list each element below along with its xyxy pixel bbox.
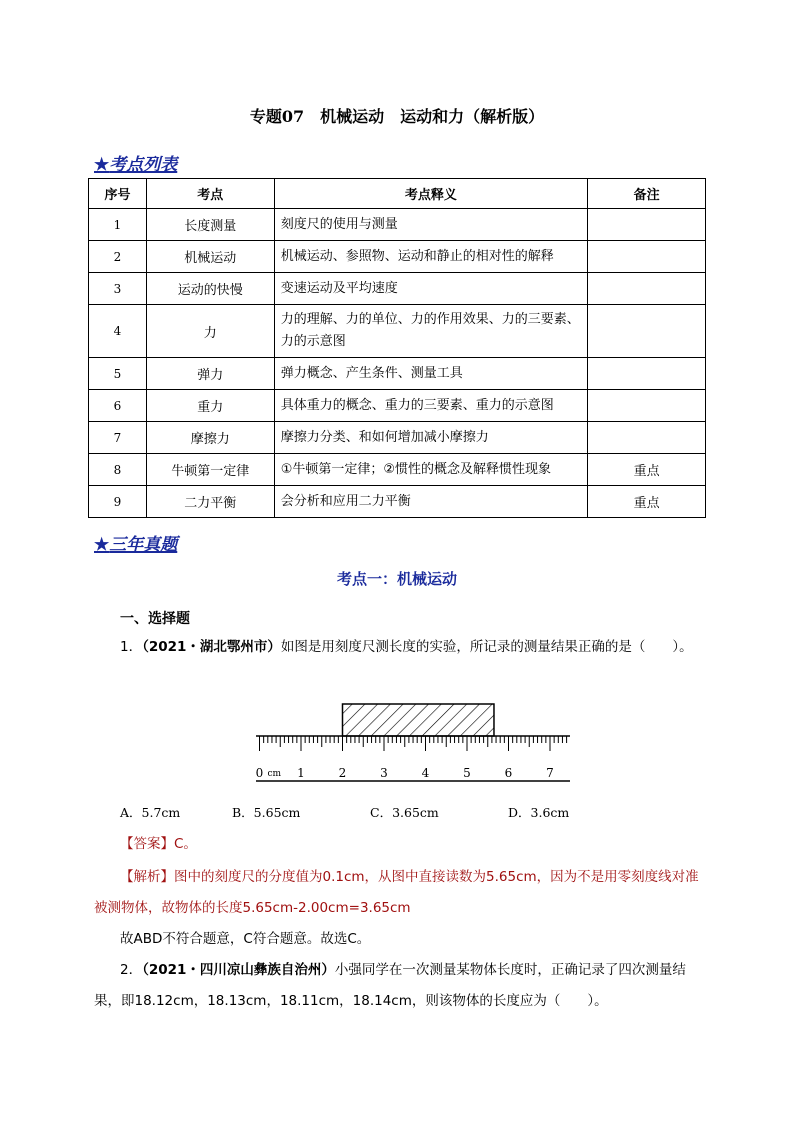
ruler-label: 1	[297, 766, 305, 780]
exam-points-table	[88, 178, 706, 518]
analysis-paragraph	[94, 862, 704, 924]
conclusion-line: 故ABD不符合题意，C符合题意。故选C。	[120, 931, 371, 947]
question-number: 2．	[120, 962, 143, 978]
cell-num: 5	[89, 358, 147, 390]
cell-topic: 弹力	[146, 358, 274, 390]
analysis-tag: 【解析】	[120, 869, 174, 885]
table-header-row	[89, 179, 706, 209]
cell-desc: 刻度尺的使用与测量	[274, 209, 587, 241]
question-number: 1．	[120, 639, 143, 655]
cell-note	[588, 273, 706, 305]
table-row	[89, 422, 706, 454]
option-c: C．3.65cm	[370, 805, 439, 820]
cell-num: 4	[89, 305, 147, 358]
cell-topic: 力	[146, 305, 274, 358]
ruler-label: 3	[380, 766, 388, 780]
answer-tag: 【答案】	[120, 836, 174, 852]
measured-object	[343, 704, 494, 736]
ruler-label: 6	[504, 766, 513, 780]
ruler-labels	[256, 766, 554, 780]
analysis-text: 图中的刻度尺的分度值为0.1cm，从图中直接读数为5.65cm，因为不是用零刻度线对准被测物体，故物体的长度5.65cm-2.00cm=3.65cm	[94, 869, 699, 916]
ruler-figure	[252, 702, 574, 784]
cell-topic: 重力	[146, 390, 274, 422]
answer-text: C。	[174, 836, 197, 852]
cell-desc: 具体重力的概念、重力的三要素、重力的示意图	[274, 390, 587, 422]
question-text: 小强同学在一次测量某物体长度时，正确记录了四次测量结果，即18.12cm，18.13cm，18.11cm，18.14cm，则该物体的长度应为（ ）。	[94, 962, 686, 1009]
table-row	[89, 273, 706, 305]
cell-desc: 机械运动、参照物、运动和静止的相对性的解释	[274, 241, 587, 273]
cell-topic: 二力平衡	[146, 486, 274, 518]
question-1	[94, 632, 704, 663]
ruler-label: 2	[338, 766, 347, 780]
cell-note: 重点	[588, 454, 706, 486]
cell-num: 8	[89, 454, 147, 486]
ruler-label: 5	[463, 766, 471, 780]
ruler-unit: cm	[267, 769, 282, 779]
cell-topic: 长度测量	[146, 209, 274, 241]
ruler-label: 7	[546, 766, 554, 780]
question-text: 如图是用刻度尺测长度的实验，所记录的测量结果正确的是（ ）。	[280, 639, 693, 655]
cell-note: 重点	[588, 486, 706, 518]
ruler-label: 4	[421, 766, 430, 780]
question-2	[94, 955, 704, 1017]
table-row	[89, 305, 706, 358]
table-row	[89, 241, 706, 273]
cell-note	[588, 422, 706, 454]
ruler-label: 0	[255, 766, 264, 780]
table-row	[89, 486, 706, 518]
header-topic: 考点	[146, 179, 274, 209]
ruler-ticks	[260, 736, 567, 751]
star-icon: ★	[94, 155, 110, 175]
cell-topic: 牛顿第一定律	[146, 454, 274, 486]
cell-note	[588, 358, 706, 390]
option-b: B．5.65cm	[232, 805, 301, 820]
banner-text: 三年真题	[109, 535, 178, 555]
question-source: （2021・湖北鄂州市）	[142, 639, 281, 655]
cell-desc: ①牛顿第一定律；②惯性的概念及解释惯性现象	[274, 454, 587, 486]
option-a: A．5.7cm	[120, 805, 181, 820]
section-heading: 一、选择题	[120, 611, 190, 627]
exam-point-heading: 考点一：机械运动	[336, 570, 457, 588]
cell-note	[588, 305, 706, 358]
cell-topic: 摩擦力	[146, 422, 274, 454]
banner-three-year-exams	[94, 530, 177, 555]
table-row	[89, 209, 706, 241]
table-row	[89, 454, 706, 486]
cell-num: 2	[89, 241, 147, 273]
cell-note	[588, 390, 706, 422]
cell-topic: 机械运动	[146, 241, 274, 273]
banner-text: 考点列表	[109, 155, 178, 175]
header-num: 序号	[89, 179, 147, 209]
option-d: D．3.6cm	[508, 805, 570, 820]
cell-desc: 摩擦力分类、和如何增加减小摩擦力	[274, 422, 587, 454]
cell-num: 6	[89, 390, 147, 422]
question-source: （2021・四川凉山彝族自治州）	[142, 962, 335, 978]
cell-note	[588, 241, 706, 273]
cell-num: 1	[89, 209, 147, 241]
cell-desc: 弹力概念、产生条件、测量工具	[274, 358, 587, 390]
header-note: 备注	[588, 179, 706, 209]
answer-line	[120, 832, 197, 852]
cell-topic: 运动的快慢	[146, 273, 274, 305]
cell-desc: 会分析和应用二力平衡	[274, 486, 587, 518]
star-icon: ★	[94, 535, 110, 555]
header-desc: 考点释义	[274, 179, 587, 209]
table-row	[89, 390, 706, 422]
cell-num: 9	[89, 486, 147, 518]
cell-num: 7	[89, 422, 147, 454]
page-title: 专题07 机械运动 运动和力（解析版）	[249, 107, 545, 126]
banner-exam-points	[94, 150, 177, 175]
cell-desc: 力的理解、力的单位、力的作用效果、力的三要素、力的示意图	[274, 305, 587, 358]
cell-note	[588, 209, 706, 241]
cell-num: 3	[89, 273, 147, 305]
cell-desc: 变速运动及平均速度	[274, 273, 587, 305]
table-row	[89, 358, 706, 390]
